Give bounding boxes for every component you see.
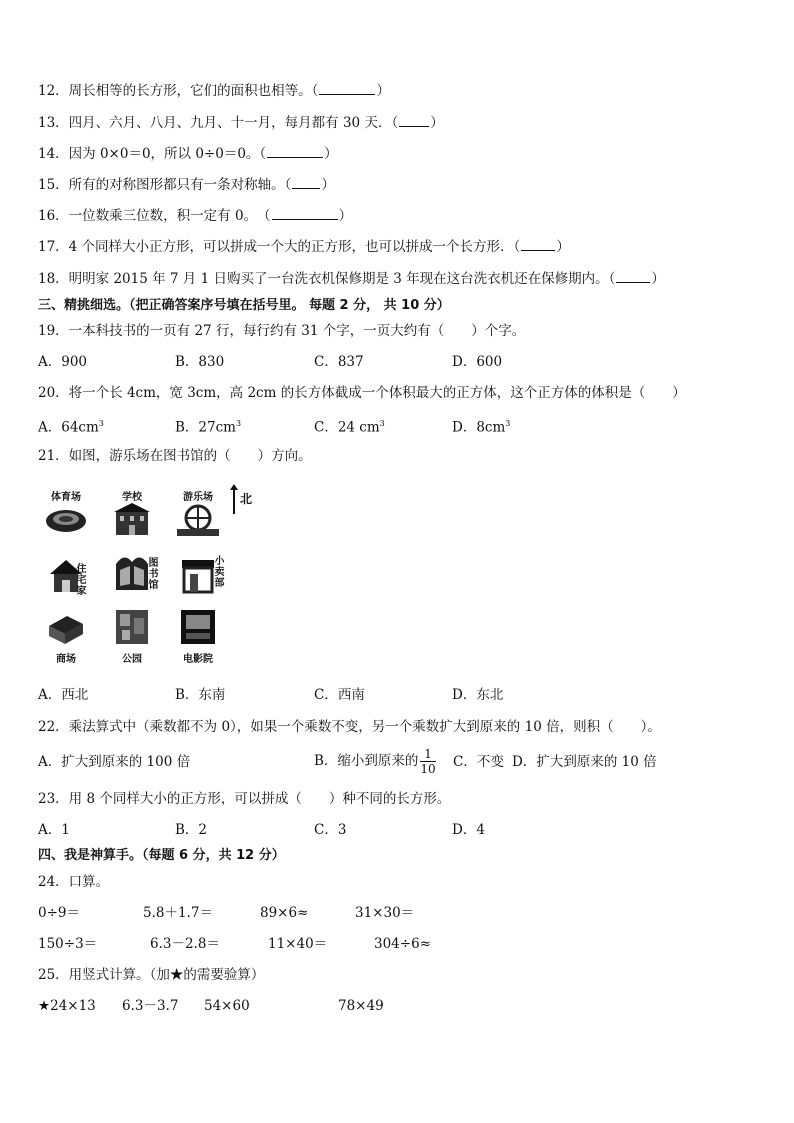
library-icon: [112, 550, 152, 598]
question-12: 12．周长相等的长方形，它们的面积也相等。（ ）: [38, 83, 390, 99]
north-label: 北: [240, 492, 253, 506]
q21-option-d[interactable]: D．东北: [452, 687, 504, 703]
q21-option-a[interactable]: A．西北: [38, 687, 89, 703]
q25-item3: 54×60: [204, 998, 250, 1014]
question-15: 15．所有的对称图形都只有一条对称轴。（ ）: [38, 177, 335, 193]
direction-map-figure: [36, 484, 256, 669]
q20-option-d[interactable]: D．$8cm^3$: [452, 419, 511, 436]
north-arrow: [230, 484, 256, 514]
shop-icon: [178, 556, 218, 596]
answer-blank[interactable]: [521, 238, 555, 251]
q23-option-a[interactable]: A．1: [38, 822, 70, 838]
park-icon: [112, 608, 152, 646]
question-18: 18．明明家 2015 年 7 月 1 日购买了一台洗衣机保修期是 3 年现在这台洗衣机还在保修期内。（ ）: [38, 271, 665, 287]
q22-option-c[interactable]: C．不变: [453, 754, 504, 770]
q24-row2-item3: 11×40＝: [268, 936, 328, 952]
question-21: 21．如图，游乐场在图书馆的（ ）方向。: [38, 448, 312, 464]
question-22: 22．乘法算式中（乘数都不为 0），如果一个乘数不变，另一个乘数扩大到原来的 10 倍，则积（ ）。: [38, 719, 661, 735]
q20-option-c[interactable]: C．24 $cm^3$: [314, 419, 385, 436]
map-amusement-park: 游乐场: [172, 488, 224, 541]
q19-option-c[interactable]: C．837: [314, 354, 364, 370]
q24-row1-item2: 5.8＋1.7＝: [143, 905, 213, 921]
q19-option-a[interactable]: A．900: [38, 354, 88, 370]
q23-option-d[interactable]: D．4: [452, 822, 485, 838]
answer-blank[interactable]: [616, 270, 650, 283]
cinema-icon: [178, 608, 218, 646]
question-14: 14．因为 0×0＝0，所以 0÷0＝0。（ ）: [38, 146, 338, 162]
answer-blank[interactable]: [319, 82, 375, 95]
q24-row1-item3: 89×6≈: [260, 905, 309, 921]
q24-row1-item1: 0÷9＝: [38, 905, 80, 921]
q22-option-b[interactable]: B．缩小到原来的 $\frac{1}{10}$: [314, 747, 436, 776]
question-19: 19．一本科技书的一页有 27 行，每行约有 31 个字，一页大约有（ ）个字。: [38, 323, 526, 339]
q24-row2-item4: 304÷6≈: [374, 936, 431, 952]
map-shop: 小卖部: [172, 556, 224, 600]
section-4-heading: 四、我是神算手。（每题 6 分，共 12 分）: [38, 848, 285, 863]
question-13: 13．四月、六月、八月、九月、十一月，每月都有 30 天．（ ）: [38, 115, 444, 131]
q19-option-b[interactable]: B．830: [175, 354, 225, 370]
map-cinema: 电影院: [172, 608, 224, 665]
answer-blank[interactable]: [272, 207, 338, 220]
school-icon: [110, 503, 154, 537]
q20-option-a[interactable]: A．$64cm^3$: [38, 419, 104, 436]
question-25: 25．用竖式计算。（加★的需要验算）: [38, 967, 265, 983]
stadium-icon: [44, 503, 88, 535]
q25-item1: ★24×13: [38, 998, 96, 1014]
question-17: 17．4 个同样大小正方形，可以拼成一个大的正方形，也可以拼成一个长方形．（ ）: [38, 239, 570, 255]
mall-icon: [45, 612, 87, 646]
question-24: 24．口算。: [38, 874, 110, 890]
q22-option-a[interactable]: A．扩大到原来的 100 倍: [38, 754, 191, 770]
q23-option-c[interactable]: C．3: [314, 822, 347, 838]
q25-item2: 6.3－3.7: [122, 998, 179, 1014]
answer-blank[interactable]: [399, 114, 429, 127]
answer-blank[interactable]: [292, 176, 320, 189]
q25-item4: 78×49: [338, 998, 384, 1014]
map-home: 住宅家: [40, 556, 92, 600]
q24-row2-item1: 150÷3＝: [38, 936, 98, 952]
ferris-wheel-icon: [175, 503, 221, 537]
north-arrow-icon: [230, 484, 238, 514]
map-mall: 商场: [40, 612, 92, 665]
question-23: 23．用 8 个同样大小的正方形，可以拼成（ ）种不同的长方形。: [38, 791, 451, 807]
q24-row2-item2: 6.3－2.8＝: [150, 936, 220, 952]
q22-option-d[interactable]: D．扩大到原来的 10 倍: [512, 754, 657, 770]
q21-option-b[interactable]: B．东南: [175, 687, 226, 703]
q24-row1-item4: 31×30＝: [355, 905, 415, 921]
map-gym: 体育场: [40, 488, 92, 539]
map-library: 图书馆: [106, 550, 158, 602]
q19-option-d[interactable]: D．600: [452, 354, 503, 370]
answer-blank[interactable]: [267, 145, 323, 158]
map-school: 学校: [106, 488, 158, 541]
question-20: 20．将一个长 4cm，宽 3cm，高 2cm 的长方体截成一个体积最大的正方体，这个正方体的体积是（ ）: [38, 385, 686, 401]
question-16: 16．一位数乘三位数，积一定有 0。 （ ）: [38, 208, 353, 224]
q21-option-c[interactable]: C．西南: [314, 687, 365, 703]
map-park: 公园: [106, 608, 158, 665]
q23-option-b[interactable]: B．2: [175, 822, 208, 838]
q20-option-b[interactable]: B．$27cm^3$: [175, 419, 242, 436]
fraction-one-tenth: $\frac{1}{10}$: [420, 747, 436, 776]
section-3-heading: 三、精挑细选。（把正确答案序号填在括号里。 每题 2 分， 共 10 分）: [38, 298, 450, 313]
